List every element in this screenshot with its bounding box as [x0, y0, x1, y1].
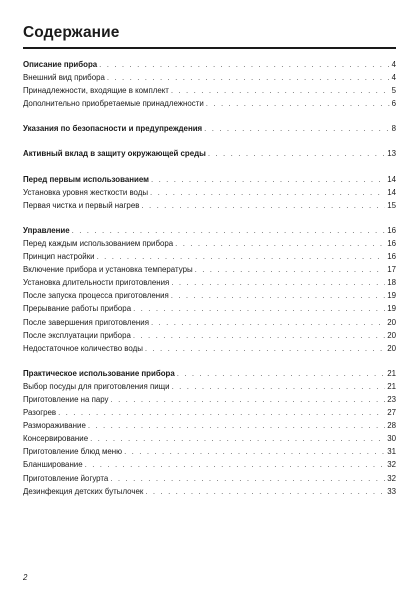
title-divider: [23, 47, 396, 49]
toc-page-number: 13: [387, 149, 396, 159]
toc-entry-title: Разогрев: [23, 408, 57, 418]
dot-leader: [175, 237, 385, 250]
toc-entry: [23, 276, 396, 289]
dot-leader: [90, 432, 385, 445]
toc-entry-title: Бланширование: [23, 460, 83, 470]
dot-leader: [141, 199, 385, 212]
toc-entry-title: Управление: [23, 225, 70, 235]
dot-leader: [171, 84, 390, 97]
dot-leader: [133, 329, 385, 342]
toc-page-number: 8: [391, 124, 396, 134]
toc-entry-title: Консервирование: [23, 434, 89, 444]
toc-page-number: 19: [387, 304, 396, 314]
toc-entry-title: Перед первым использованием: [23, 174, 149, 184]
toc-entry: [23, 419, 396, 432]
toc-entry: [23, 237, 396, 250]
toc-entry-title: После эксплуатации прибора: [23, 330, 131, 340]
dot-leader: [110, 472, 385, 485]
toc-section-heading: [23, 122, 396, 135]
dot-leader: [124, 445, 385, 458]
toc-entry-title: Указания по безопасности и предупреждения: [23, 124, 203, 134]
toc-page-number: 20: [387, 343, 396, 353]
toc-page-number: 23: [387, 394, 396, 404]
toc-page-number: 32: [387, 460, 396, 470]
toc-entry-title: Установка уровня жесткости воды: [23, 187, 149, 197]
dot-leader: [171, 289, 385, 302]
toc-entry: [23, 458, 396, 471]
toc-page-number: 14: [387, 187, 396, 197]
toc-entry-title: Включение прибора и установка температуры: [23, 265, 193, 275]
toc-entry: [23, 250, 396, 263]
dot-leader: [97, 250, 386, 263]
dot-leader: [99, 58, 389, 71]
toc-section: [23, 224, 396, 355]
dot-leader: [88, 419, 385, 432]
toc-entry-title: Первая чистка и первый нагрев: [23, 200, 140, 210]
toc-page-number: 16: [387, 252, 396, 262]
page-title: Содержание: [23, 24, 120, 41]
toc-page-number: 17: [387, 265, 396, 275]
dot-leader: [145, 485, 385, 498]
dot-leader: [72, 224, 386, 237]
toc-entry: [23, 445, 396, 458]
dot-leader: [145, 342, 385, 355]
toc-page-number: 27: [387, 408, 396, 418]
toc-section: [23, 58, 396, 110]
toc-section: [23, 367, 396, 498]
dot-leader: [177, 367, 385, 380]
toc-page-number: 20: [387, 317, 396, 327]
toc-section-heading: [23, 147, 396, 160]
toc-entry: [23, 380, 396, 393]
toc-entry-title: Активный вклад в защиту окружающей среды: [23, 149, 206, 159]
table-of-contents: [23, 58, 396, 510]
toc-page-number: 5: [391, 86, 396, 96]
toc-section: [23, 173, 396, 212]
toc-section-heading: [23, 58, 396, 71]
toc-entry-title: Перед каждым использованием прибора: [23, 238, 174, 248]
dot-leader: [85, 458, 386, 471]
toc-page-number: 28: [387, 421, 396, 431]
toc-page-number: 21: [387, 381, 396, 391]
toc-entry-title: Описание прибора: [23, 60, 98, 69]
dot-leader: [133, 302, 385, 315]
toc-entry: [23, 406, 396, 419]
dot-leader: [195, 263, 386, 276]
toc-entry-title: Внешний вид прибора: [23, 73, 105, 83]
toc-entry: [23, 263, 396, 276]
toc-page-number: 32: [387, 473, 396, 483]
toc-section: [23, 122, 396, 135]
toc-entry: [23, 342, 396, 355]
toc-entry: [23, 329, 396, 342]
toc-entry: [23, 302, 396, 315]
toc-entry-title: Прерывание работы прибора: [23, 304, 132, 314]
toc-page-number: 30: [387, 434, 396, 444]
toc-page-number: 6: [391, 99, 396, 109]
toc-entry: [23, 393, 396, 406]
toc-entry-title: После завершения приготовления: [23, 317, 149, 327]
dot-leader: [172, 380, 386, 393]
toc-entry-title: Принцип настройки: [23, 252, 95, 262]
dot-leader: [151, 173, 385, 186]
toc-entry: [23, 485, 396, 498]
toc-entry: [23, 472, 396, 485]
toc-entry: [23, 199, 396, 212]
toc-page-number: 31: [387, 447, 396, 457]
toc-entry: [23, 97, 396, 110]
dot-leader: [111, 393, 386, 406]
toc-entry-title: Практическое использование прибора: [23, 368, 175, 378]
toc-page-number: 18: [387, 278, 396, 288]
toc-section-heading: [23, 173, 396, 186]
dot-leader: [107, 71, 390, 84]
toc-entry: [23, 186, 396, 199]
toc-entry-title: После запуска процесса приготовления: [23, 291, 169, 301]
toc-page-number: 14: [387, 174, 396, 184]
toc-page-number: 4: [391, 60, 396, 69]
toc-entry-title: Приготовление на пару: [23, 394, 109, 404]
page-number: 2: [23, 573, 28, 582]
toc-section-heading: [23, 367, 396, 380]
toc-page-number: 16: [387, 225, 396, 235]
toc-entry-title: Принадлежности, входящие в комплект: [23, 86, 169, 96]
toc-entry-title: Выбор посуды для приготовления пищи: [23, 381, 170, 391]
dot-leader: [171, 276, 385, 289]
toc-page-number: 19: [387, 291, 396, 301]
toc-entry-title: Дополнительно приобретаемые принадлежности: [23, 99, 204, 109]
toc-section: [23, 147, 396, 160]
toc-entry-title: Размораживание: [23, 421, 86, 431]
toc-entry-title: Установка длительности приготовления: [23, 278, 170, 288]
toc-page-number: 4: [391, 73, 396, 83]
toc-entry: [23, 289, 396, 302]
toc-entry: [23, 432, 396, 445]
toc-page-number: 21: [387, 368, 396, 378]
toc-section-heading: [23, 224, 396, 237]
toc-page-number: 15: [387, 200, 396, 210]
dot-leader: [151, 316, 385, 329]
toc-entry-title: Дезинфекция детских бутылочек: [23, 486, 144, 496]
dot-leader: [208, 147, 385, 160]
toc-entry-title: Недостаточное количество воды: [23, 343, 143, 353]
dot-leader: [58, 406, 385, 419]
toc-entry: [23, 316, 396, 329]
toc-entry-title: Приготовление блюд меню: [23, 447, 123, 457]
toc-page-number: 16: [387, 238, 396, 248]
toc-entry: [23, 84, 396, 97]
dot-leader: [206, 97, 390, 110]
toc-page-number: 33: [387, 486, 396, 496]
toc-entry-title: Приготовление йогурта: [23, 473, 109, 483]
toc-entry: [23, 71, 396, 84]
dot-leader: [204, 122, 389, 135]
dot-leader: [150, 186, 385, 199]
toc-page-number: 20: [387, 330, 396, 340]
